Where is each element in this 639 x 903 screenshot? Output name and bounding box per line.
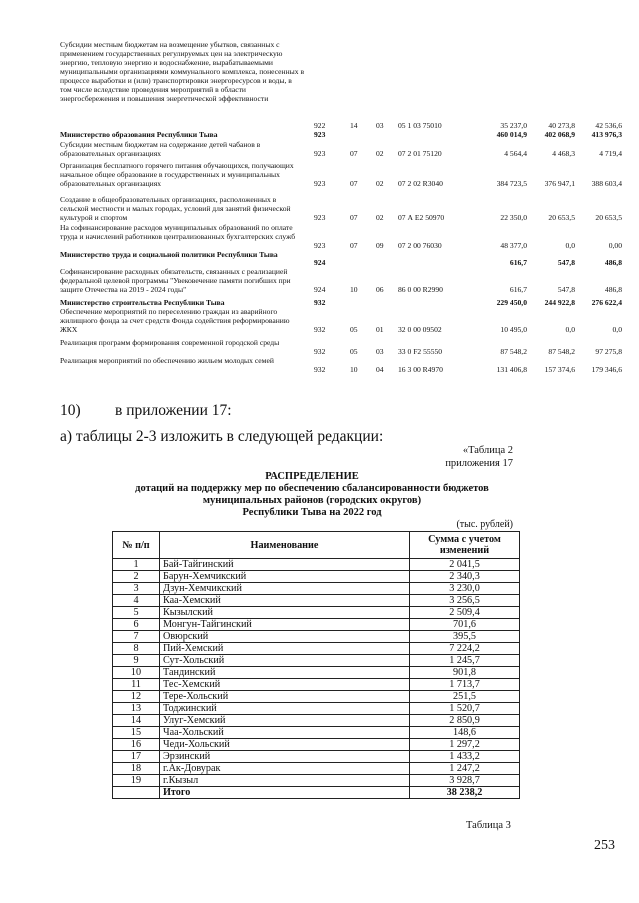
row-sum: 1 433,2 (410, 751, 520, 763)
budget-row-csr: 32 0 00 09502 (398, 325, 442, 334)
total-label: Итого (160, 787, 410, 799)
budget-row (60, 356, 620, 374)
row-num: 14 (113, 715, 160, 727)
row-sum: 395,5 (410, 631, 520, 643)
budget-row-2023: 547,8 (557, 285, 575, 294)
table-row (113, 583, 520, 595)
row-sum: 2 041,5 (410, 559, 520, 571)
budget-row-ved: 923 (314, 213, 326, 222)
total-num (113, 787, 160, 799)
row-sum: 1 245,7 (410, 655, 520, 667)
budget-row (60, 40, 620, 130)
budget-row-2022: 22 350,0 (500, 213, 527, 222)
row-sum: 148,6 (410, 727, 520, 739)
budget-row-pr: 03 (376, 121, 384, 130)
row-num: 16 (113, 739, 160, 751)
budget-row-ved: 923 (314, 179, 326, 188)
budget-row-name: Министерство строительства Республики Тыва (60, 298, 225, 307)
table2-units: (тыс. рублей) (456, 519, 513, 530)
budget-row-csr: 33 0 F2 55550 (398, 347, 443, 356)
budget-row-name: Субсидии местным бюджетам на содержание детей чабанов в образовательных организациях (60, 140, 261, 158)
row-name: Каа-Хемский (160, 595, 410, 607)
row-sum: 251,5 (410, 691, 520, 703)
budget-row-2022: 48 377,0 (500, 241, 527, 250)
row-num: 8 (113, 643, 160, 655)
budget-row-name: Обеспечение мероприятий по переселению граждан из аварийного жилищного фонда за счет средств Фонда содействия реформированию ЖКХ (60, 307, 290, 334)
row-num: 2 (113, 571, 160, 583)
item-number: 10) (60, 402, 81, 419)
header-name: Наименование (160, 532, 410, 559)
row-num: 19 (113, 775, 160, 787)
row-num: 5 (113, 607, 160, 619)
table-row (113, 763, 520, 775)
budget-row-name: На софинансирование расходов муниципальных образований по оплате труда и начислений работников централизованных бухгалтерских служб (60, 223, 296, 241)
budget-row-2023: 40 273,8 (548, 121, 575, 130)
row-sum: 901,8 (410, 667, 520, 679)
budget-row-rz: 07 (350, 213, 358, 222)
row-sum: 701,6 (410, 619, 520, 631)
row-sum: 1 713,7 (410, 679, 520, 691)
row-name: Тоджинский (160, 703, 410, 715)
row-sum: 3 230,0 (410, 583, 520, 595)
budget-row-ved: 932 (314, 325, 326, 334)
budget-row-2023: 0,0 (565, 325, 575, 334)
row-sum: 1 520,7 (410, 703, 520, 715)
budget-row-2024: 486,8 (604, 258, 622, 267)
budget-row-2022: 384 723,5 (496, 179, 527, 188)
row-name: Улуг-Хемский (160, 715, 410, 727)
row-name: Дзун-Хемчикский (160, 583, 410, 595)
row-name: Тере-Хольский (160, 691, 410, 703)
row-name: Чеди-Хольский (160, 739, 410, 751)
budget-row-2022: 229 450,0 (496, 298, 527, 307)
table-row (113, 727, 520, 739)
table-row (113, 571, 520, 583)
table-row (113, 751, 520, 763)
budget-row (60, 161, 620, 188)
row-num: 15 (113, 727, 160, 739)
budget-row-2023: 87 548,2 (548, 347, 575, 356)
row-num: 17 (113, 751, 160, 763)
budget-row (60, 140, 620, 158)
budget-row-2024: 0,0 (612, 325, 622, 334)
budget-row-ved: 923 (314, 241, 326, 250)
budget-row-ved: 924 (314, 258, 326, 267)
table-row (113, 703, 520, 715)
budget-row-ved: 923 (314, 130, 326, 139)
budget-row-2022: 35 237,0 (500, 121, 527, 130)
budget-row-ved: 923 (314, 149, 326, 158)
budget-row (60, 307, 620, 334)
table2-appendix-label: приложения 17 (445, 458, 513, 469)
budget-row-2022: 616,7 (509, 258, 527, 267)
table-row (113, 655, 520, 667)
budget-row (60, 298, 620, 307)
table-row (113, 559, 520, 571)
budget-row-2024: 179 346,6 (591, 365, 622, 374)
row-name: Тес-Хемский (160, 679, 410, 691)
row-num: 6 (113, 619, 160, 631)
budget-row-2024: 388 603,4 (591, 179, 622, 188)
row-sum: 3 928,7 (410, 775, 520, 787)
table-row (113, 619, 520, 631)
budget-row-name: Министерство образования Республики Тыва (60, 130, 218, 139)
budget-row-csr: 07 2 00 76030 (398, 241, 442, 250)
table2-subtitle-3: Республики Тыва на 2022 год (242, 507, 382, 518)
budget-row-2024: 4 719,4 (599, 149, 622, 158)
table3-label: Таблица 3 (466, 820, 511, 831)
row-name: г.Ак-Довурак (160, 763, 410, 775)
row-num: 10 (113, 667, 160, 679)
budget-row-rz: 10 (350, 285, 358, 294)
budget-row-pr: 03 (376, 347, 384, 356)
row-num: 18 (113, 763, 160, 775)
budget-row-csr: 07 2 01 75120 (398, 149, 442, 158)
budget-row-name: Софинансирование расходных обязательств, связанных с реализацией федеральной целевой программы "Увековечение памяти погибших при защите Отечества на 2019 - 2024 годы" (60, 267, 291, 294)
budget-row-2022: 4 564,4 (504, 149, 527, 158)
row-name: Барун-Хемчикский (160, 571, 410, 583)
item-text: в приложении 17: (115, 402, 232, 419)
budget-row-pr: 04 (376, 365, 384, 374)
budget-row (60, 338, 620, 356)
row-sum: 2 850,9 (410, 715, 520, 727)
table-row (113, 691, 520, 703)
budget-row-rz: 05 (350, 347, 358, 356)
row-num: 12 (113, 691, 160, 703)
budget-row (60, 195, 620, 222)
budget-row-2023: 20 653,5 (548, 213, 575, 222)
budget-row-2024: 42 536,6 (595, 121, 622, 130)
budget-row-2023: 0,0 (565, 241, 575, 250)
total-sum: 38 238,2 (410, 787, 520, 799)
row-name: Чаа-Хольский (160, 727, 410, 739)
table2-subtitle-1: дотаций на поддержку мер по обеспечению сбалансированности бюджетов (135, 483, 489, 494)
table-row (113, 739, 520, 751)
row-name: Эрзинский (160, 751, 410, 763)
budget-row-pr: 02 (376, 179, 384, 188)
row-num: 7 (113, 631, 160, 643)
table-row (113, 595, 520, 607)
budget-row-2024: 97 275,8 (595, 347, 622, 356)
table2-title: РАСПРЕДЕЛЕНИЕ (265, 471, 359, 482)
budget-row (60, 223, 620, 250)
budget-row-2023: 4 468,3 (552, 149, 575, 158)
row-sum: 2 509,4 (410, 607, 520, 619)
budget-row-rz: 05 (350, 325, 358, 334)
budget-row-ved: 932 (314, 298, 326, 307)
page-number: 253 (594, 838, 615, 853)
budget-row-csr: 07 2 02 R3040 (398, 179, 443, 188)
budget-row-2024: 20 653,5 (595, 213, 622, 222)
row-name: г.Кызыл (160, 775, 410, 787)
subitem-text: а) таблицы 2-3 изложить в следующей редакции: (60, 428, 384, 445)
budget-row-2023: 402 068,9 (544, 130, 575, 139)
row-num: 3 (113, 583, 160, 595)
budget-row-csr: 05 1 03 75010 (398, 121, 442, 130)
row-sum: 3 256,5 (410, 595, 520, 607)
row-sum: 1 297,2 (410, 739, 520, 751)
row-sum: 7 224,2 (410, 643, 520, 655)
budget-row-2022: 131 406,8 (496, 365, 527, 374)
table-row (113, 667, 520, 679)
budget-row-csr: 16 3 00 R4970 (398, 365, 443, 374)
budget-row-pr: 01 (376, 325, 384, 334)
budget-row-csr: 86 0 00 R2990 (398, 285, 443, 294)
budget-row-pr: 06 (376, 285, 384, 294)
budget-row (60, 130, 620, 139)
budget-row-name: Реализация мероприятий по обеспечению жильем молодых семей (60, 356, 274, 365)
budget-row-2024: 413 976,3 (591, 130, 622, 139)
budget-row-name: Создание в общеобразовательных организациях, расположенных в сельской местности и малых городах, условий для занятий физической культурой и спортом (60, 195, 291, 222)
budget-row-2023: 376 947,1 (544, 179, 575, 188)
budget-row (60, 250, 620, 267)
total-row (113, 787, 520, 799)
budget-row-ved: 932 (314, 347, 326, 356)
budget-row-name: Субсидии местным бюджетам на возмещение убытков, связанных с применением государственных регулируемых цен на электрическую энергию, тепловую энергию и водоснабжение, вырабатываемыми муниципальными организациями коммунального комплекса, понесенных в процессе выработки и (или) транспортировки энергоресурсов и воды, в том числе вследствие проведения мероприятий в области энергосбережения и повышения энергетической эффективности (60, 40, 305, 103)
budget-row-rz: 14 (350, 121, 358, 130)
budget-row-name: Организация бесплатного горячего питания обучающихся, получающих начальное общее образование в государственных и муниципальных образовательных организациях (60, 161, 294, 188)
budget-row-name: Министерство труда и социальной политики Республики Тыва (60, 250, 278, 259)
table-row (113, 775, 520, 787)
budget-row-2024: 0,00 (608, 241, 622, 250)
budget-row-pr: 02 (376, 213, 384, 222)
budget-row-name: Реализация программ формирования современной городской среды (60, 338, 280, 347)
budget-row-rz: 07 (350, 149, 358, 158)
row-num: 1 (113, 559, 160, 571)
row-sum: 1 247,2 (410, 763, 520, 775)
row-num: 11 (113, 679, 160, 691)
budget-row-pr: 02 (376, 149, 384, 158)
table-row (113, 715, 520, 727)
table2-subtitle-2: муниципальных районов (городских округов) (202, 495, 422, 506)
budget-row-2023: 547,8 (557, 258, 575, 267)
table2-label: «Таблица 2 (462, 445, 513, 456)
budget-row-pr: 09 (376, 241, 384, 250)
budget-row-csr: 07 А Е2 50970 (398, 213, 445, 222)
budget-row-2022: 87 548,2 (500, 347, 527, 356)
row-name: Сут-Хольский (160, 655, 410, 667)
budget-row-2023: 157 374,6 (544, 365, 575, 374)
budget-row-rz: 07 (350, 241, 358, 250)
row-num: 4 (113, 595, 160, 607)
row-name: Бай-Тайгинский (160, 559, 410, 571)
budget-row-rz: 10 (350, 365, 358, 374)
row-name: Овюрский (160, 631, 410, 643)
header-num: № п/п (113, 532, 160, 559)
row-name: Тандинский (160, 667, 410, 679)
row-name: Монгун-Тайгинский (160, 619, 410, 631)
row-sum: 2 340,3 (410, 571, 520, 583)
budget-row-2022: 10 495,0 (500, 325, 527, 334)
budget-row-ved: 932 (314, 365, 326, 374)
header-sum: Сумма с учетом изменений (410, 532, 520, 559)
budget-row-2022: 460 014,9 (496, 130, 527, 139)
table-row (113, 679, 520, 691)
row-num: 9 (113, 655, 160, 667)
budget-row-ved: 922 (314, 121, 326, 130)
budget-row-2024: 486,8 (604, 285, 622, 294)
budget-row-2023: 244 922,8 (544, 298, 575, 307)
row-name: Кызылский (160, 607, 410, 619)
row-num: 13 (113, 703, 160, 715)
budget-row-ved: 924 (314, 285, 326, 294)
distribution-table (112, 531, 520, 799)
budget-row (60, 267, 620, 294)
budget-row-2022: 616,7 (509, 285, 527, 294)
row-name: Пий-Хемский (160, 643, 410, 655)
table-row (113, 631, 520, 643)
table-row (113, 607, 520, 619)
table-row (113, 643, 520, 655)
budget-row-rz: 07 (350, 179, 358, 188)
budget-row-2024: 276 622,4 (591, 298, 622, 307)
